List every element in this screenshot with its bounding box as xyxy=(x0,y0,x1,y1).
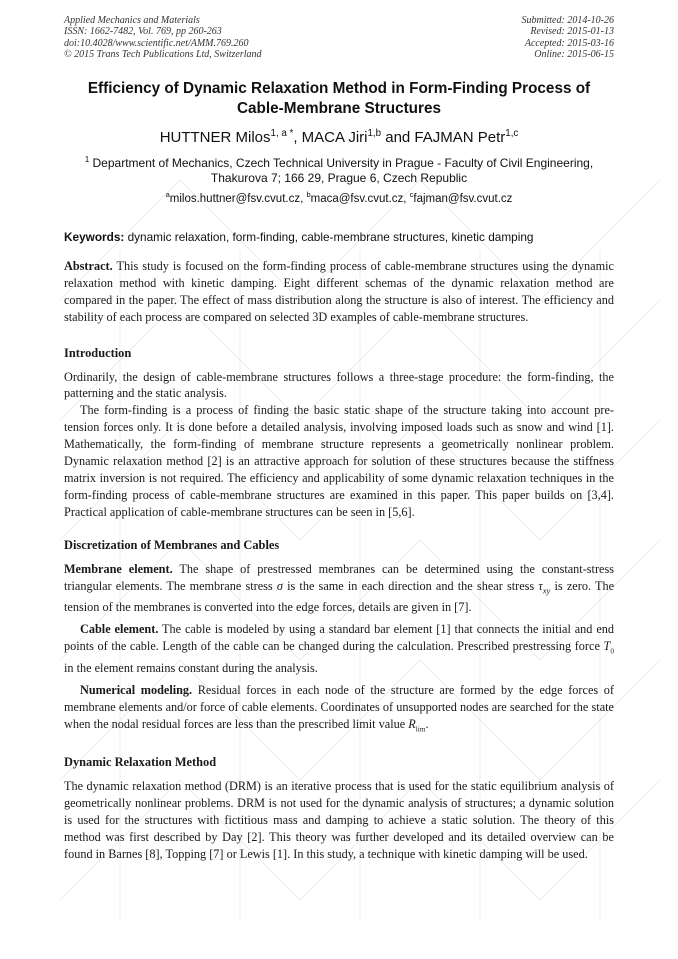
author-list xyxy=(40,129,638,146)
abstract xyxy=(64,258,614,326)
membrane-text-1: The shape of prestressed membranes can be determined using the constant-stress triangular elements. The membrane stress xyxy=(64,561,615,593)
cable-element-paragraph xyxy=(64,621,614,677)
section-heading-introduction: Introduction xyxy=(64,345,132,360)
tau-symbol: τ xyxy=(538,578,543,593)
membrane-element-label: Membrane element. xyxy=(64,561,173,576)
author-1-affil: 1, a * xyxy=(270,128,294,139)
email-c: fajman@fsv.cvut.cz xyxy=(413,193,513,205)
t0-symbol: T xyxy=(603,638,611,653)
numerical-modeling-label: Numerical modeling. xyxy=(80,682,193,697)
numerical-text-2: . xyxy=(425,716,429,731)
submitted-date: Submitted: 2014-10-26 xyxy=(521,15,614,26)
numerical-modeling-paragraph xyxy=(64,682,614,738)
intro-paragraph-2: The form-finding is a process of finding the basic static shape of the structure taking into account pre-tension forces only. It is done before a detailed analysis, involving imposed loads such as snow and wind [1]. Mathematically, the form-finding of membrane structure represents a geometrically nonlinear problem. Dynamic relaxation method [2] is an attractive approach for solution of these structures because the stiffness matrix inversion is not required. The efficiency and applicability of some dynamic relaxation techniques in the form-finding process of cable-membrane structures are examined in this paper. This paper builds on [3,4]. Practical application of cable-membrane structures can be seen in [5,6]. xyxy=(64,403,614,519)
section-heading-discretization: Discretization of Membranes and Cables xyxy=(64,537,280,552)
email-a-marker: a xyxy=(165,190,170,200)
affiliation-line-1: Department of Mechanics, Czech Technical University in Prague - Faculty of Civil Engineering, xyxy=(89,156,594,170)
author-3: and FAJMAN Petr xyxy=(381,129,506,146)
author-3-affil: 1,c xyxy=(505,128,519,139)
email-b: maca@fsv.cvut.cz, xyxy=(310,193,410,205)
author-2: , MACA Jiri xyxy=(293,129,368,146)
section-heading-drm: Dynamic Relaxation Method xyxy=(64,755,217,770)
affiliation-line-2: Thakurova 7; 166 29, Prague 6, Czech Republic xyxy=(210,171,468,185)
affiliation xyxy=(50,156,628,186)
keywords-text: dynamic relaxation, form-finding, cable-membrane structures, kinetic damping xyxy=(124,230,534,244)
affiliation-number: 1 xyxy=(84,155,90,164)
paper-body xyxy=(64,258,614,863)
intro-paragraph-1: Ordinarily, the design of cable-membrane structures follows a three-stage procedure: the form-finding, the patterning and the static analysis. xyxy=(64,369,614,401)
drm-paragraph-1: The dynamic relaxation method (DRM) is an iterative process that is used for the static equilibrium analysis of geometrically nonlinear problems. DRM is not used for the dynamic analysis of structures; a dynamic solution is used for the structures with fictitious mass and damping to achieve a static solution. The theory of this method was first described by Day [2]. This theory was further developed and its detailed overview can be found in Barnes [8], Topping [7] or Lewis [1]. In this study, a technique with kinetic damping will be used. xyxy=(64,778,614,861)
copyright-line: © 2015 Trans Tech Publications Ltd, Switzerland xyxy=(64,49,262,61)
title-line-1: Efficiency of Dynamic Relaxation Method in Form-Finding Process of xyxy=(87,80,591,97)
cable-text-2: in the element remains constant during the analysis. xyxy=(64,661,318,675)
t0-subscript: 0 xyxy=(610,646,614,656)
paper-title xyxy=(40,79,638,119)
title-line-2: Cable-Membrane Structures xyxy=(236,100,441,117)
tau-subscript: xy xyxy=(542,584,551,595)
abstract-label: Abstract. xyxy=(64,259,113,273)
journal-name: Applied Mechanics and Materials xyxy=(64,15,200,26)
journal-header-right xyxy=(522,15,615,61)
membrane-text-3: is zero. The tension of the membranes is converted into the edge forces, details are given in [7]. xyxy=(64,578,615,614)
membrane-text-2: is the same in each direction and the shear stress xyxy=(282,578,539,593)
membrane-element-paragraph xyxy=(64,561,614,616)
cable-text-1: The cable is modeled by using a standard bar element [1] that connects the initial and end points of the cable. Length of the cable can be changed during the calculation. Prescribed prestressing force xyxy=(64,621,615,653)
rlim-subscript: lim xyxy=(415,724,426,734)
accepted-date: Accepted: 2015-03-16 xyxy=(524,37,614,49)
sigma-symbol: σ xyxy=(276,578,283,593)
cable-element-label: Cable element. xyxy=(80,621,159,636)
issn-line: ISSN: 1662-7482, Vol. 769, pp 260-263 xyxy=(64,26,222,38)
author-1: HUTTNER Milos xyxy=(159,129,271,146)
email-c-marker: c xyxy=(409,190,414,200)
author-emails xyxy=(40,190,638,205)
keywords-label: Keywords: xyxy=(64,230,125,244)
email-b-marker: b xyxy=(306,190,311,200)
numerical-text-1: Residual forces in each node of the structure are formed by the edge forces of membrane elements and/or force of cable elements. Coordinates of unsupported nodes are searched for the state when the nodal residual forces are less than the prescribed limit value xyxy=(64,682,614,731)
doi-line: doi:10.4028/www.scientific.net/AMM.769.260 xyxy=(64,37,249,49)
online-date: Online: 2015-06-15 xyxy=(534,49,614,61)
email-a: milos.huttner@fsv.cvut.cz, xyxy=(169,193,307,205)
revised-date: Revised: 2015-01-13 xyxy=(530,26,614,38)
journal-header-left xyxy=(64,15,262,61)
abstract-text: This study is focused on the form-finding process of cable-membrane structures using the dynamic relaxation method with kinetic damping. Eight different schemas of the dynamic relaxation method are compared in the paper. The effect of mass distribution along the structure is also of interest. The efficiency and stability of each process are compared on selected 3D examples of cable-membrane structures. xyxy=(64,259,614,324)
rlim-symbol: R xyxy=(408,716,416,731)
author-2-affil: 1,b xyxy=(367,128,382,139)
keywords xyxy=(64,230,624,244)
